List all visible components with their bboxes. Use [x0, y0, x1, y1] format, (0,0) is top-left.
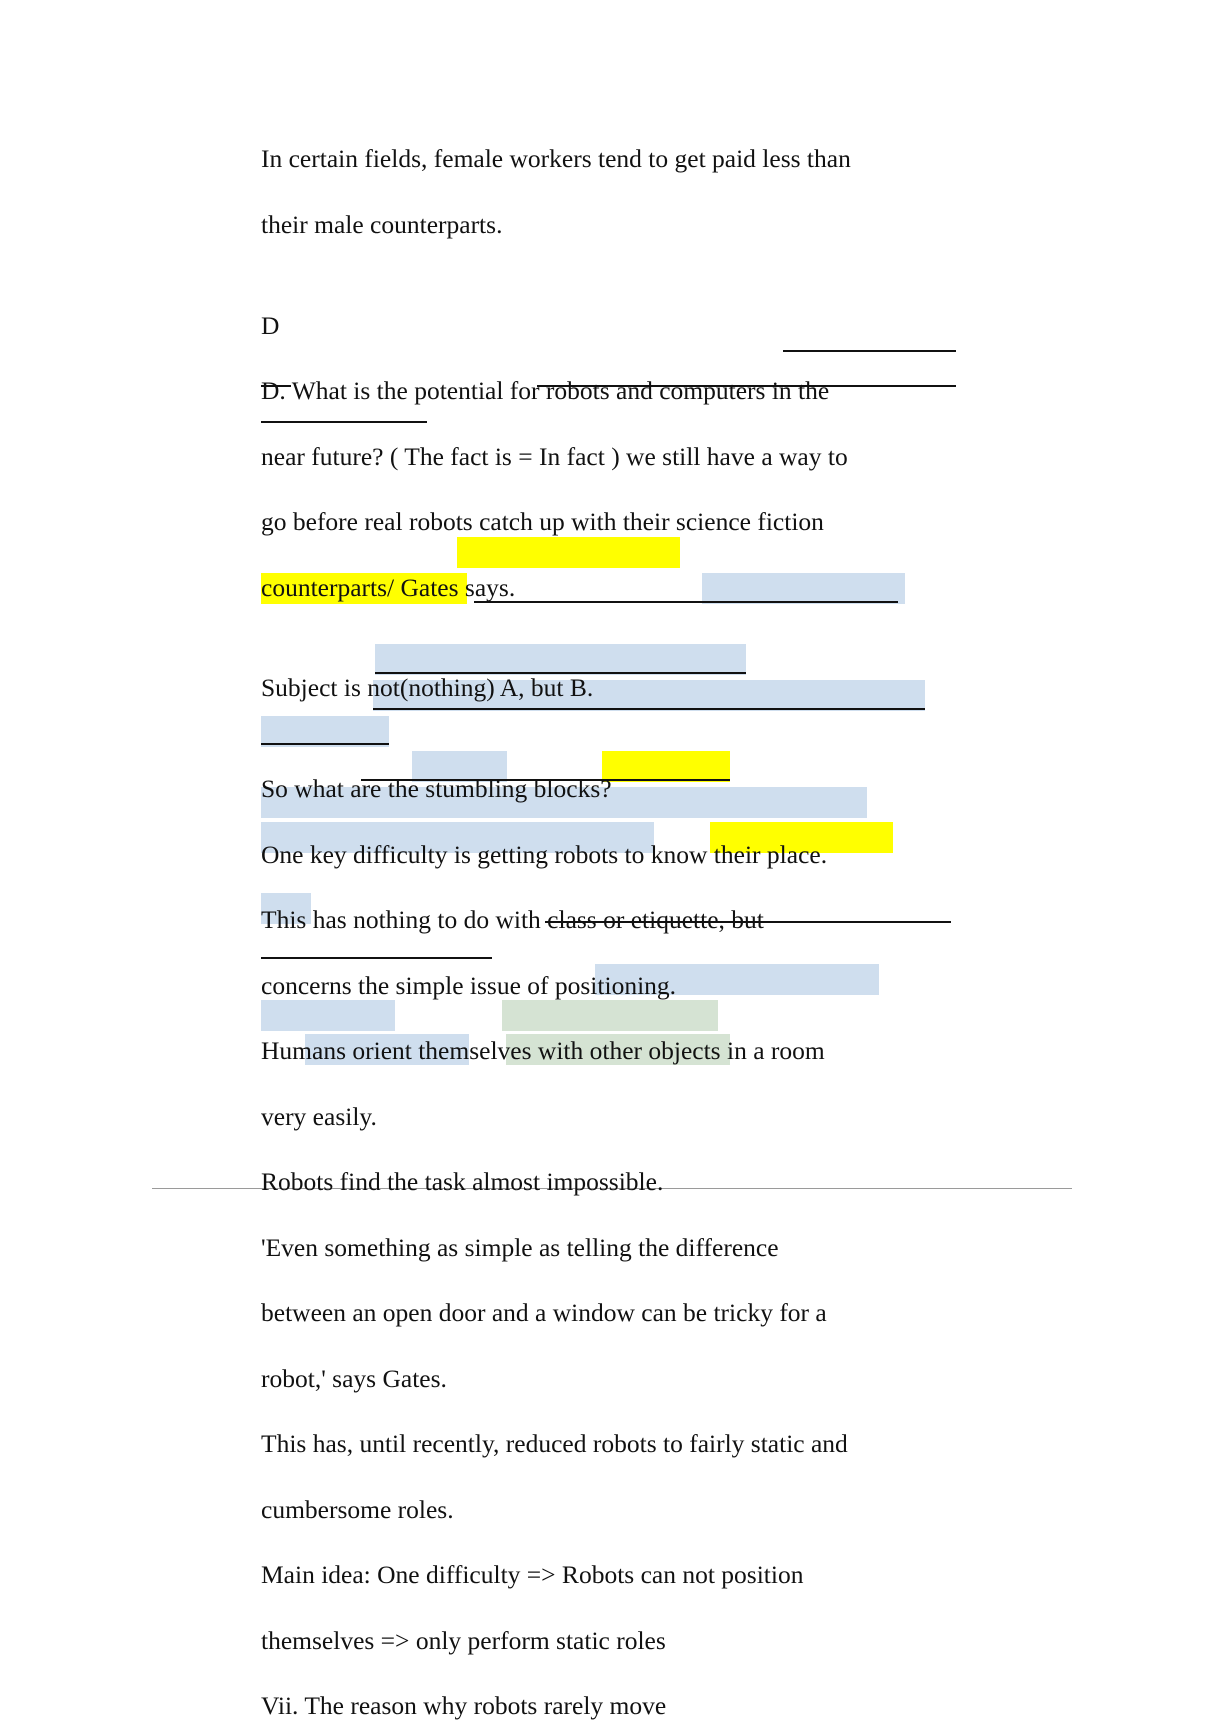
highlight-perform-static-roles	[502, 1000, 718, 1031]
text-line: One key difficulty is getting robots to know their place.	[261, 840, 828, 869]
text-line: cumbersome roles.	[261, 1495, 454, 1524]
text-line: counterparts/ Gates says.	[261, 573, 516, 602]
main-idea-line: themselves => only perform static roles	[261, 1626, 666, 1655]
text-line: concerns the simple issue of positioning.	[261, 971, 677, 1000]
text-line: 'Even something as simple as telling the difference	[261, 1233, 779, 1262]
text-line: Vii. The reason why robots rarely move	[261, 1691, 667, 1720]
section-heading: D. What is the potential for robots and computers in the	[261, 376, 830, 405]
main-idea-line: Main idea: One difficulty => Robots can not position	[261, 1560, 804, 1589]
text-line: So what are the stumbling blocks?	[261, 774, 612, 803]
underline-cumbersome-roles	[261, 957, 492, 959]
text-line: between an open door and a window can be tricky for a	[261, 1298, 827, 1327]
grammar-note: Subject is not(nothing) A, but B.	[261, 673, 594, 702]
text-line: This has nothing to do with class or etiquette, but	[261, 905, 764, 934]
text-line: go before real robots catch up with their science fiction	[261, 507, 824, 536]
highlight-simple-issue-positioning	[375, 644, 746, 675]
text-line: near future? ( The fact is = In fact ) we still have a way to	[261, 442, 848, 471]
text-line: In certain fields, female workers tend to get paid less than	[261, 144, 851, 173]
underline-counterparts	[261, 421, 427, 423]
section-letter: D	[261, 311, 280, 340]
text-line: This has, until recently, reduced robots to fairly static and	[261, 1429, 848, 1458]
text-line: their male counterparts.	[261, 210, 503, 239]
text-line: very easily.	[261, 1102, 377, 1131]
underline-orient-themselves	[373, 708, 925, 710]
highlight-themselves	[261, 1000, 395, 1031]
text-line: Robots find the task almost impossible.	[261, 1167, 664, 1196]
text-line: robot,' says Gates.	[261, 1364, 447, 1393]
underline-very-easily	[261, 743, 389, 745]
underline-a-way-to	[783, 350, 956, 352]
highlight-stumbling-blocks	[457, 537, 680, 568]
text-line: Humans orient themselves with other objects in a room	[261, 1036, 825, 1065]
